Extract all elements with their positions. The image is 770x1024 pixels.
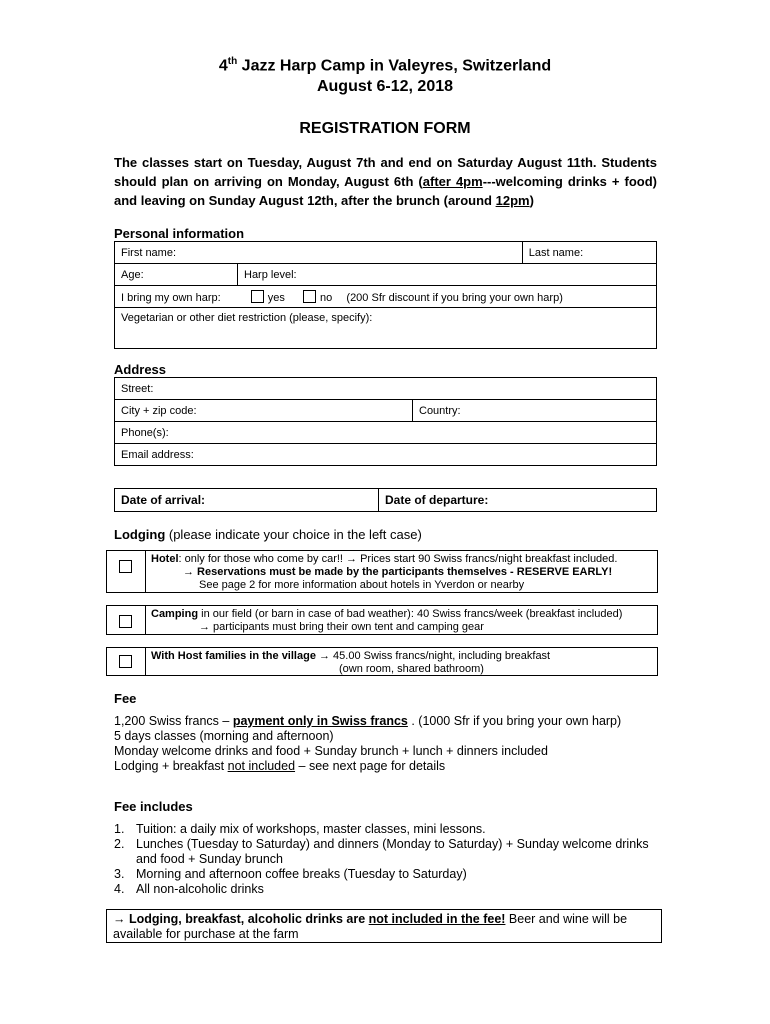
fee-details [114, 714, 664, 774]
host-checkbox[interactable] [119, 655, 132, 668]
fee-includes-list [114, 822, 664, 897]
fee-line-price: 1,200 Swiss francs – payment only in Swiss francs . (1000 Sfr if you bring your own harp) [114, 714, 622, 728]
personal-info-heading: Personal information [114, 226, 245, 241]
diet-field[interactable]: Vegetarian or other diet restriction (please, specify): [115, 308, 657, 349]
address-heading: Address [114, 362, 167, 377]
departure-date-field[interactable]: Date of departure: [379, 489, 657, 512]
lodging-option-host-family: With Host families in the village → 45.00 Swiss francs/night, including breakfast (own room, shared bathroom) [106, 647, 658, 676]
email-field[interactable]: Email address: [115, 444, 657, 466]
age-field[interactable]: Age: [115, 264, 238, 286]
lodging-option-camping: Camping in our field (or barn in case of bad weather): 40 Swiss francs/week (breakfast included) → participants must bring their own tent and camping gear [106, 605, 658, 635]
fee-line-meals: Monday welcome drinks and food + Sunday brunch + lunch + dinners included [114, 744, 548, 758]
camp-dates: August 6-12, 2018 [316, 78, 454, 95]
dates-table [114, 488, 657, 512]
own-harp-no-checkbox[interactable] [303, 290, 316, 303]
host-checkbox-cell [107, 648, 146, 675]
list-item: 1. Tuition: a daily mix of workshops, master classes, mini lessons. [114, 822, 486, 836]
first-name-field[interactable]: First name: [115, 242, 523, 264]
form-title: REGISTRATION FORM [299, 120, 471, 137]
list-item: 3. Morning and afternoon coffee breaks (Tuesday to Saturday) [114, 867, 467, 881]
fee-includes-heading: Fee includes [114, 799, 193, 814]
no-label: no [320, 291, 333, 304]
own-harp-label: I bring my own harp: [121, 291, 221, 304]
street-field[interactable]: Street: [115, 378, 657, 400]
list-item: 2. Lunches (Tuesday to Saturday) and dinners (Monday to Saturday) + Sunday welcome drinks and food + Sunday brunch [114, 837, 649, 866]
camp-title: 4th Jazz Harp Camp in Valeyres, Switzerland [218, 56, 552, 75]
fee-line-classes: 5 days classes (morning and afternoon) [114, 729, 334, 743]
hotel-checkbox[interactable] [119, 560, 132, 573]
city-zip-field[interactable]: City + zip code: [115, 400, 413, 422]
intro-paragraph: The classes start on Tuesday, August 7th and end on Saturday August 11th. Students should plan on arriving on Monday, August 6th (after 4pm---welcoming drinks + food) and leaving on Sunday August 12th, after the brunch (around 12pm) [114, 155, 657, 208]
country-field[interactable]: Country: [413, 400, 657, 422]
hotel-checkbox-cell [107, 551, 146, 592]
lodging-option-hotel: Hotel: only for those who come by car!! → Prices start 90 Swiss francs/night breakfast included. → Reservations must be made by the participants themselves - RESERVE EARLY! See page 2 for more information about hotels in Yverdon or nearby [106, 550, 658, 593]
arrival-date-field[interactable]: Date of arrival: [115, 489, 379, 512]
list-item: 4. All non-alcoholic drinks [114, 882, 264, 896]
phone-field[interactable]: Phone(s): [115, 422, 657, 444]
exclusions-note: → Lodging, breakfast, alcoholic drinks are not included in the fee! Beer and wine will be available for purchase at the farm [106, 909, 662, 943]
fee-line-lodging: Lodging + breakfast not included – see next page for details [114, 759, 446, 773]
harp-level-field[interactable]: Harp level: [238, 264, 657, 286]
camping-checkbox-cell [107, 606, 146, 634]
fee-heading: Fee [114, 691, 137, 706]
lodging-heading: Lodging (please indicate your choice in the left case) [114, 527, 422, 542]
own-harp-yes-checkbox[interactable] [251, 290, 264, 303]
camping-checkbox[interactable] [119, 615, 132, 628]
yes-label: yes [267, 291, 285, 304]
own-harp-row [115, 286, 657, 308]
personal-info-table [114, 241, 657, 349]
last-name-field[interactable]: Last name: [522, 242, 656, 264]
address-table [114, 377, 657, 466]
harp-discount-note: (200 Sfr discount if you bring your own harp) [346, 291, 563, 304]
